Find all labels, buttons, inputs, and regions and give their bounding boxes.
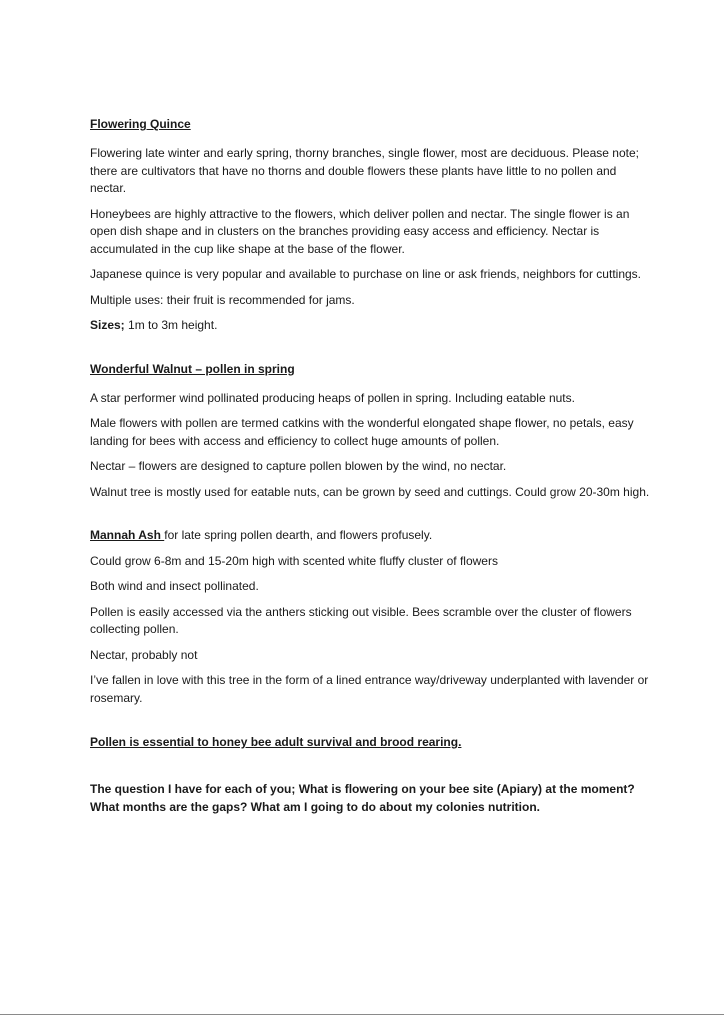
ash-paragraph-4: Nectar, probably not	[90, 647, 198, 662]
quince-sizes	[90, 317, 650, 335]
document-body	[90, 116, 650, 816]
closing-question: The question I have for each of you; What is flowering on your bee site (Apiary) at the moment? What months are the gaps? What am I going to do about my colonies nutrition.	[90, 782, 635, 814]
ash-paragraph-5: I’ve fallen in love with this tree in the form of a lined entrance way/driveway underplanted with lavender or rosemary.	[90, 673, 649, 705]
section-mannah-ash	[90, 527, 650, 707]
ash-paragraph-3: Pollen is easily accessed via the anthers sticking out visible. Bees scramble over the cluster of flowers collecting pollen.	[90, 604, 632, 636]
ash-heading-rest: for late spring pollen dearth, and flowers profusely.	[164, 528, 433, 542]
quince-paragraph-2: Honeybees are highly attractive to the flowers, which deliver pollen and nectar. The single flower is an open dish shape and in clusters on the branches providing easy access and efficiency. Nectar is accumulated in the cup like shape at the base of the flower.	[90, 206, 630, 256]
walnut-paragraph-4: Walnut tree is mostly used for eatable nuts, can be grown by seed and cuttings. Could grow 20-30m high.	[90, 484, 650, 499]
section-wonderful-walnut	[90, 361, 650, 502]
section-pollen-note	[90, 734, 650, 750]
pollen-essential-note: Pollen is essential to honey bee adult survival and brood rearing.	[90, 735, 462, 749]
quince-sizes-label: Sizes;	[90, 318, 125, 332]
walnut-paragraph-2: Male flowers with pollen are termed catkins with the wonderful elongated shape flower, no petals, easy landing for bees with access and efficiency to collect huge amounts of pollen.	[90, 416, 634, 448]
ash-paragraph-1: Could grow 6-8m and 15-20m high with scented white fluffy cluster of flowers	[90, 553, 498, 568]
section-heading-quince: Flowering Quince	[90, 117, 191, 131]
section-heading-ash: Mannah Ash	[90, 528, 165, 542]
quince-paragraph-4: Multiple uses: their fruit is recommended for jams.	[90, 292, 355, 307]
page-bottom-rule	[0, 1014, 724, 1015]
quince-paragraph-3: Japanese quince is very popular and available to purchase on line or ask friends, neighbors for cuttings.	[90, 267, 641, 281]
section-question	[90, 780, 650, 816]
quince-sizes-value: 1m to 3m height.	[124, 318, 218, 332]
ash-heading-line	[90, 527, 650, 545]
walnut-paragraph-1: A star performer wind pollinated producing heaps of pollen in spring. Including eatable nuts.	[90, 390, 575, 405]
section-flowering-quince	[90, 116, 650, 335]
quince-paragraph-1: Flowering late winter and early spring, thorny branches, single flower, most are deciduous. Please note; there are cultivators that have no thorns and double flowers these plants have little to no pollen and nectar.	[90, 146, 639, 195]
section-heading-walnut: Wonderful Walnut – pollen in spring	[90, 361, 295, 376]
ash-paragraph-2: Both wind and insect pollinated.	[90, 579, 259, 593]
walnut-paragraph-3: Nectar – flowers are designed to capture pollen blowen by the wind, no nectar.	[90, 459, 507, 473]
